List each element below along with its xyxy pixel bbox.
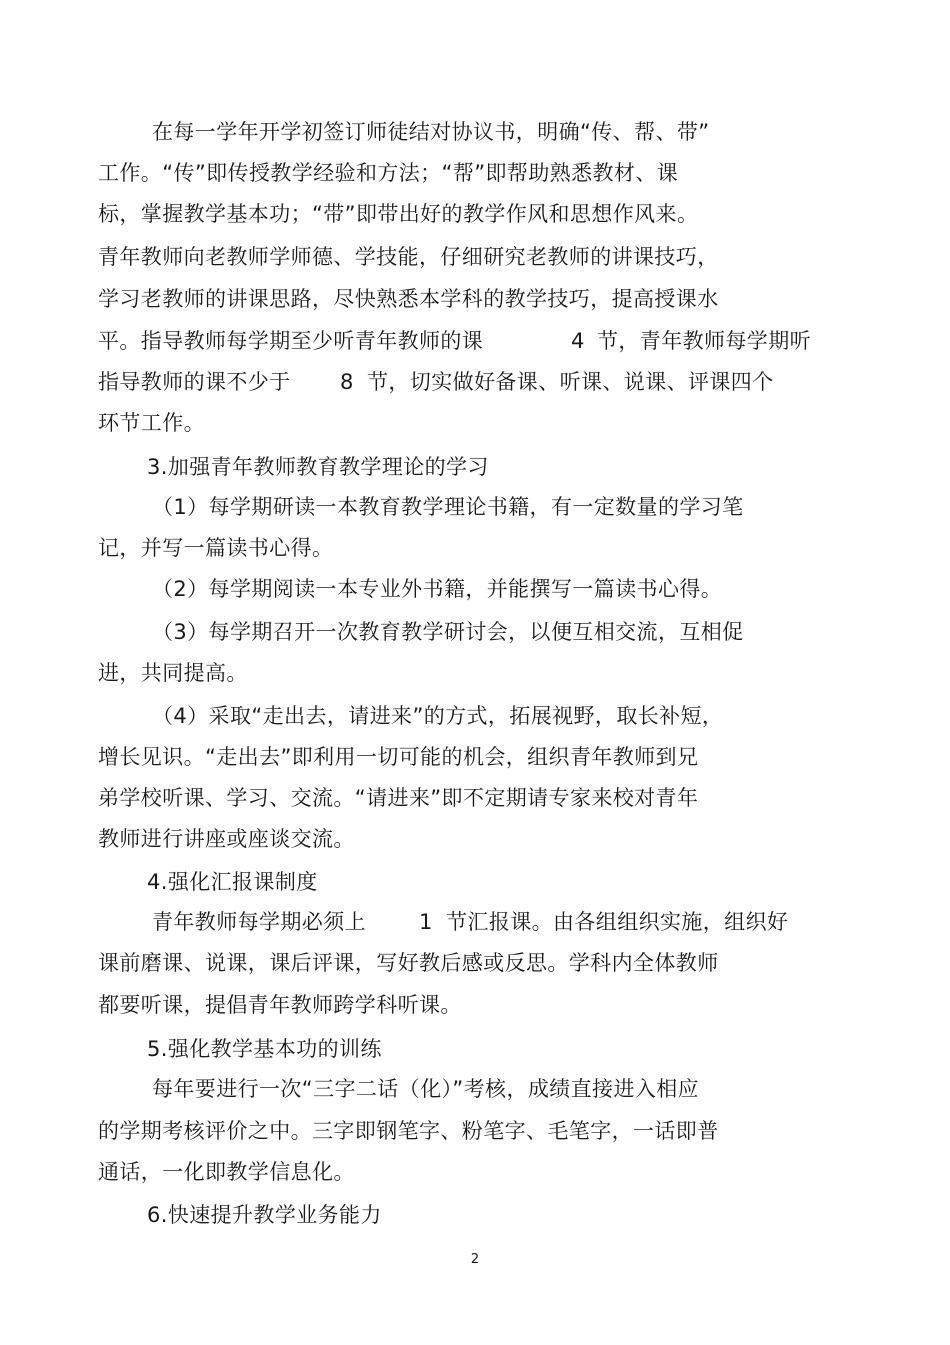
text-line: 青年教师每学期必须上: [152, 910, 366, 934]
text-line: 环节工作。: [98, 411, 205, 435]
text-line: 弟学校听课、学习、交流。“请进来”即不定期请专家来校对青年: [98, 786, 699, 810]
text-line: 每年要进行一次“三字二话（化）”考核，成绩直接进入相应: [152, 1077, 700, 1101]
text-line: 都要听课，提倡青年教师跨学科听课。: [98, 993, 462, 1017]
text-line: 通话，一化即教学信息化。: [98, 1160, 355, 1184]
number-value: 4: [571, 329, 585, 353]
page-number: 2: [470, 1252, 480, 1267]
number-value: 1: [419, 910, 433, 934]
text-line: 记，并写一篇读书心得。: [98, 536, 334, 560]
text-line: （3）每学期召开一次教育教学研讨会，以便互相交流，互相促: [152, 620, 744, 644]
text-line: （1）每学期研读一本教育教学理论书籍，有一定数量的学习笔: [152, 495, 744, 519]
text-line: 青年教师向老教师学师德、学技能，仔细研究老教师的讲课技巧，: [98, 245, 719, 269]
text-line: 课前磨课、说课，课后评课，写好教后感或反思。学科内全体教师: [98, 951, 719, 975]
text-line: 工作。“传”即传授教学经验和方法；“帮”即帮助熟悉教材、课: [98, 161, 679, 185]
text-line: 学习老教师的讲课思路，尽快熟悉本学科的教学技巧，提高授课水: [98, 287, 719, 311]
text-line: （4）采取“走出去，请进来”的方式，拓展视野，取长补短，: [152, 704, 724, 728]
text-line: 节汇报课。由各组组织实施，组织好: [446, 910, 789, 934]
text-line: 进，共同提高。: [98, 661, 248, 685]
text-line: 标，掌握教学基本功；“带”即带出好的教学作风和思想作风来。: [98, 202, 699, 226]
section-heading: 6.快速提升教学业务能力: [147, 1203, 382, 1227]
section-heading: 3.加强青年教师教育教学理论的学习: [147, 455, 489, 479]
text-line: 节，切实做好备课、听课、说课、评课四个: [367, 370, 774, 394]
section-heading: 4.强化汇报课制度: [147, 870, 318, 894]
text-line: 的学期考核评价之中。三字即钢笔字、粉笔字、毛笔字，一话即普: [98, 1119, 719, 1143]
text-line: 在每一学年开学初签订师徒结对协议书，明确“传、帮、带”: [152, 120, 710, 144]
number-value: 8: [340, 370, 354, 394]
text-line: 节，青年教师每学期听: [597, 329, 811, 353]
text-line: 指导教师的课不少于: [98, 370, 291, 394]
text-line: 平。指导教师每学期至少听青年教师的课: [98, 329, 484, 353]
text-line: 教师进行讲座或座谈交流。: [98, 827, 355, 851]
text-line: 增长见识。“走出去”即利用一切可能的机会，组织青年教师到兄: [98, 745, 699, 769]
section-heading: 5.强化教学基本功的训练: [147, 1037, 382, 1061]
text-line: （2）每学期阅读一本专业外书籍，并能撰写一篇读书心得。: [152, 577, 723, 601]
